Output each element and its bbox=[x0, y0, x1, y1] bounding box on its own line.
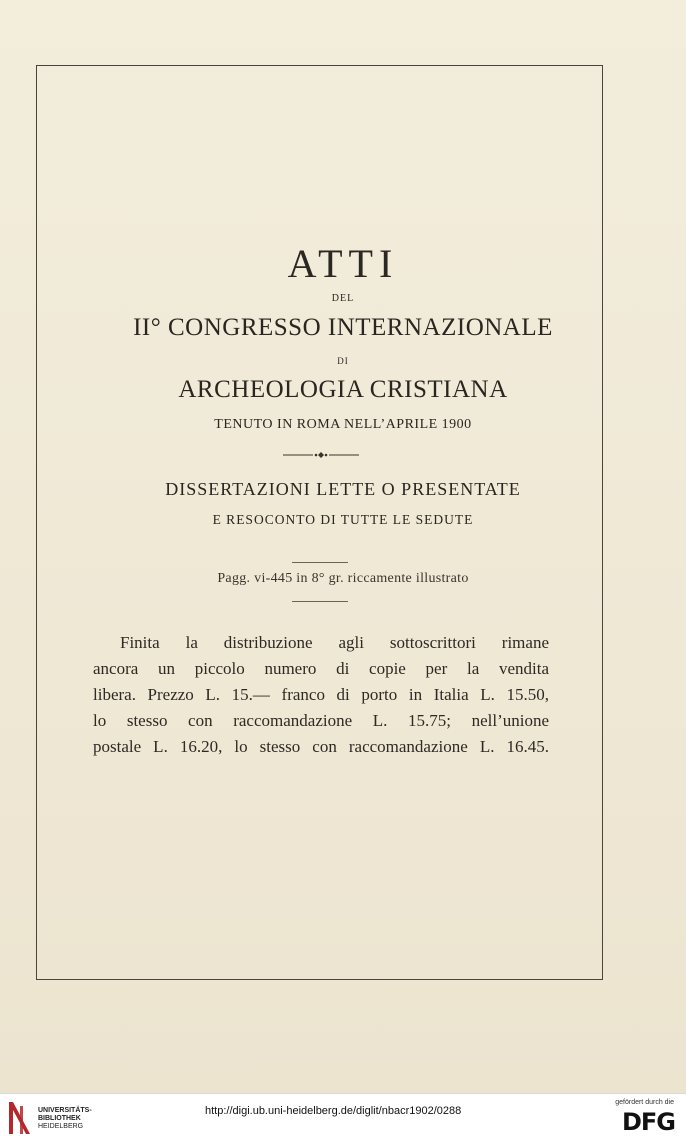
title-di: DI bbox=[337, 356, 349, 366]
library-logo-icon[interactable] bbox=[8, 1100, 34, 1138]
body-line: libera. Prezzo L. 15.— franco di porto in Italia L. 15.50, bbox=[93, 685, 549, 704]
subtitle-tenuto: TENUTO IN ROMA NELL’APRILE 1900 bbox=[214, 417, 472, 432]
library-name bbox=[38, 1107, 92, 1131]
dfg-caption: gefördert durch die bbox=[615, 1099, 674, 1106]
library-name-line2: BIBLIOTHEK bbox=[38, 1115, 81, 1122]
library-name-line1: UNIVERSITÄTS- bbox=[38, 1107, 92, 1114]
body-line: Finita la distribuzione agli sottoscrittori rimane bbox=[120, 633, 549, 652]
dfg-logo[interactable]: DFG bbox=[621, 1108, 675, 1136]
title-archeologia: ARCHEOLOGIA CRISTIANA bbox=[178, 376, 508, 403]
ornament-divider bbox=[283, 450, 359, 460]
permalink-url[interactable]: http://digi.ub.uni-heidelberg.de/diglit/nbacr1902/0288 bbox=[205, 1105, 462, 1117]
body-line: lo stesso con raccomandazione L. 15.75; nell’unione bbox=[93, 711, 549, 730]
library-name-line3: HEIDELBERG bbox=[38, 1123, 84, 1130]
heading-resoconto: E RESOCONTO DI TUTTE LE SEDUTE bbox=[212, 512, 474, 527]
body-line: ancora un piccolo numero di copie per la vendita bbox=[93, 659, 549, 678]
short-rule-top bbox=[292, 562, 348, 563]
heading-dissertazioni: DISSERTAZIONI LETTE O PRESENTATE bbox=[165, 479, 521, 499]
title-atti: ATTI bbox=[287, 241, 399, 286]
short-rule-bottom bbox=[292, 601, 348, 602]
title-congresso: II° CONGRESSO INTERNAZIONALE bbox=[133, 314, 553, 341]
title-del: DEL bbox=[331, 293, 355, 304]
viewer-footer bbox=[0, 1093, 686, 1145]
body-paragraph bbox=[93, 630, 549, 760]
pages-note: Pagg. vi-445 in 8° gr. riccamente illustrato bbox=[217, 571, 469, 586]
body-line: postale L. 16.20, lo stesso con raccomandazione L. 16.45. bbox=[93, 737, 549, 756]
